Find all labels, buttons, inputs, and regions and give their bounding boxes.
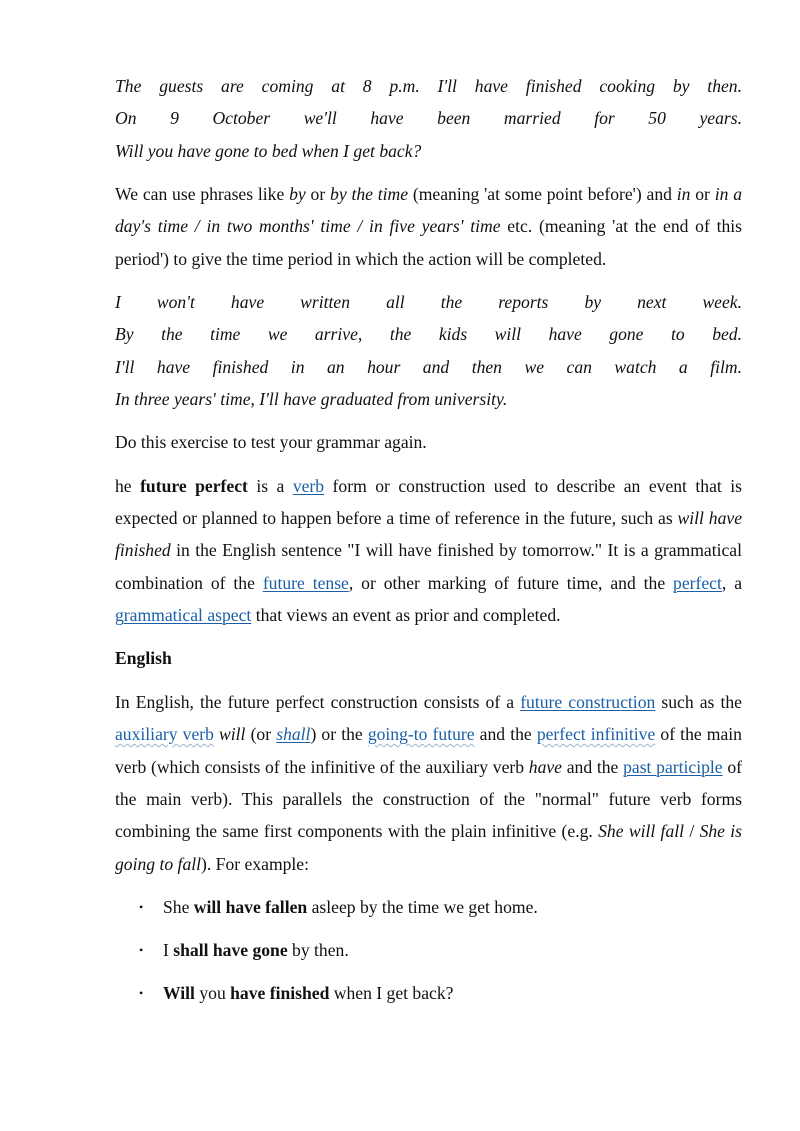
list-item: • She will have fallen asleep by the time we get home.	[115, 891, 742, 923]
future-construction-link[interactable]: future construction	[520, 691, 656, 712]
english-construction-paragraph: In English, the future perfect construction consists of a future construction such as the auxiliary verb will (or shall) or the going-to future and the perfect infinitive of the main verb (which consists of the infinitive of the auxiliary verb have and the past participle of the main verb). This parallels the construction of the "normal" future verb forms combining the same first components with the plain infinitive (e.g. She will fall / She is going to fall). For example:	[115, 691, 743, 874]
bullet-icon: •	[139, 943, 144, 958]
auxiliary-verb-link[interactable]: auxiliary verb	[115, 724, 214, 745]
example-sentence: On 9 October we'll have been married for 50 years.	[115, 108, 742, 129]
document-page	[115, 70, 742, 1021]
example-group-1	[115, 70, 742, 167]
example-sentence: The guests are coming at 8 p.m. I'll have finished cooking by then.	[115, 76, 742, 96]
grammatical-aspect-link[interactable]: grammatical aspect	[115, 605, 252, 626]
shall-link[interactable]: shall	[276, 724, 311, 745]
exercise-prompt: Do this exercise to test your grammar again.	[115, 432, 427, 453]
example-group-2	[115, 286, 742, 416]
bullet-icon: •	[139, 899, 144, 914]
example-sentence: I won't have written all the reports by next week.	[115, 292, 742, 313]
list-item: • I shall have gone by then.	[115, 934, 742, 966]
example-sentence: I'll have finished in an hour and then we can watch a film.	[115, 356, 742, 377]
example-sentence: Will you have gone to bed when I get back?	[115, 140, 422, 161]
perfect-infinitive-link[interactable]: perfect infinitive	[536, 724, 656, 745]
going-to-future-link[interactable]: going-to future	[367, 724, 475, 745]
bullet-icon: •	[139, 986, 144, 1001]
section-heading-english: English	[115, 648, 172, 669]
example-sentence: In three years' time, I'll have graduated from university.	[115, 389, 508, 410]
future-tense-link[interactable]: future tense	[262, 572, 349, 593]
example-bullet-list	[115, 891, 742, 1010]
list-item: • Will you have finished when I get back?	[115, 977, 742, 1009]
example-sentence: By the time we arrive, the kids will have gone to bed.	[115, 324, 742, 345]
definition-paragraph: he future perfect is a verb form or construction used to describe an event that is expected or planned to happen before a time of reference in the future, such as will have finished in the English sentence "I will have finished by tomorrow." It is a grammatical combination of the future tense, or other marking of future time, and the perfect, a grammatical aspect that views an event as prior and completed.	[115, 475, 742, 626]
past-participle-link[interactable]: past participle	[623, 756, 723, 777]
perfect-link[interactable]: perfect	[673, 572, 722, 593]
verb-link[interactable]: verb	[292, 475, 325, 496]
phrases-paragraph: We can use phrases like by or by the time (meaning 'at some point before') and in or in a day's time / in two months' time / in five years' time etc. (meaning 'at the end of this period') to give the time period in which the action will be completed.	[115, 184, 743, 269]
